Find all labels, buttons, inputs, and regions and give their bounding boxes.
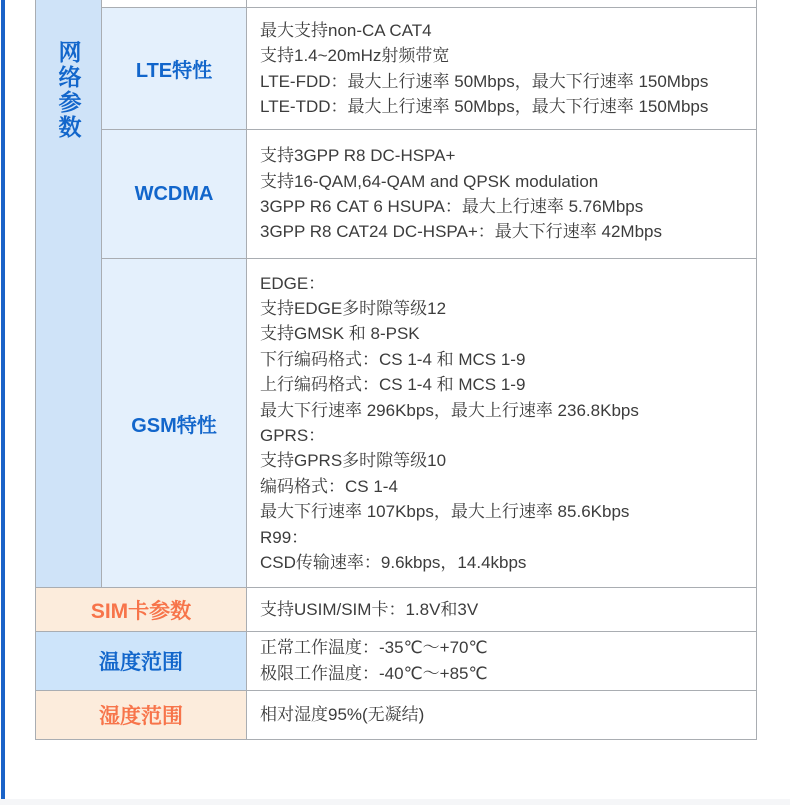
spec-line: CSD传输速率：9.6kbps，14.4kbps xyxy=(260,553,527,573)
row-content-humidity-range xyxy=(247,691,757,740)
row-label-gsm: GSM特性 xyxy=(102,259,247,588)
spec-table xyxy=(35,0,756,740)
spec-line: LTE-TDD：最大上行速率 50Mbps，最大下行速率 150Mbps xyxy=(260,96,709,116)
spec-line: 支持16-QAM,64-QAM and QPSK modulation xyxy=(260,171,599,191)
spec-line: 相对湿度95%(无凝结) xyxy=(260,705,425,725)
row-label-sim-card: SIM卡参数 xyxy=(36,588,247,632)
cutoff-row-content-cell xyxy=(247,0,757,8)
spec-line: 正常工作温度：-35℃～+70℃ xyxy=(260,638,488,657)
spec-line: 支持USIM/SIM卡：1.8V和3V xyxy=(260,599,479,619)
spec-line: 编码格式：CS 1-4 xyxy=(260,476,398,496)
row-content-wcdma xyxy=(247,130,757,259)
row-content-gsm xyxy=(247,259,757,588)
next-section-strip xyxy=(0,799,790,805)
row-label-lte: LTE特性 xyxy=(102,8,247,130)
row-label-temperature-range: 温度范围 xyxy=(36,632,247,691)
spec-line: 支持1.4~20mHz射频带宽 xyxy=(260,46,450,66)
spec-line: 最大支持non-CA CAT4 xyxy=(260,20,432,40)
left-accent-bar xyxy=(1,0,5,805)
spec-line: 支持3GPP R8 DC-HSPA+ xyxy=(260,146,456,166)
group-cell-network-params xyxy=(36,0,102,588)
cutoff-row-label-cell xyxy=(102,0,247,8)
spec-line: LTE-FDD：最大上行速率 50Mbps，最大下行速率 150Mbps xyxy=(260,71,709,91)
spec-line: 支持GPRS多时隙等级10 xyxy=(260,451,447,471)
row-content-sim-card xyxy=(247,588,757,632)
row-content-temperature-range xyxy=(247,632,757,691)
row-label-humidity-range: 湿度范围 xyxy=(36,691,247,740)
group-label-network-params: 网络参数 xyxy=(55,40,82,140)
spec-line: 极限工作温度：-40℃～+85℃ xyxy=(260,664,488,683)
spec-line: R99： xyxy=(260,527,309,547)
spec-line: EDGE： xyxy=(260,273,326,293)
spec-line: 上行编码格式：CS 1-4 和 MCS 1-9 xyxy=(260,375,526,395)
spec-line: 支持EDGE多时隙等级12 xyxy=(260,298,447,318)
spec-line: 最大下行速率 107Kbps，最大上行速率 85.6Kbps xyxy=(260,502,630,522)
spec-line: 支持GMSK 和 8-PSK xyxy=(260,324,420,344)
row-content-lte xyxy=(247,8,757,130)
spec-line: 最大下行速率 296Kbps，最大上行速率 236.8Kbps xyxy=(260,400,639,420)
spec-line: 3GPP R6 CAT 6 HSUPA：最大上行速率 5.76Mbps xyxy=(260,197,644,216)
spec-line: 下行编码格式：CS 1-4 和 MCS 1-9 xyxy=(260,349,526,369)
spec-line: GPRS： xyxy=(260,426,326,445)
row-label-wcdma: WCDMA xyxy=(102,130,247,259)
spec-line: 3GPP R8 CAT24 DC-HSPA+：最大下行速率 42Mbps xyxy=(260,222,662,242)
